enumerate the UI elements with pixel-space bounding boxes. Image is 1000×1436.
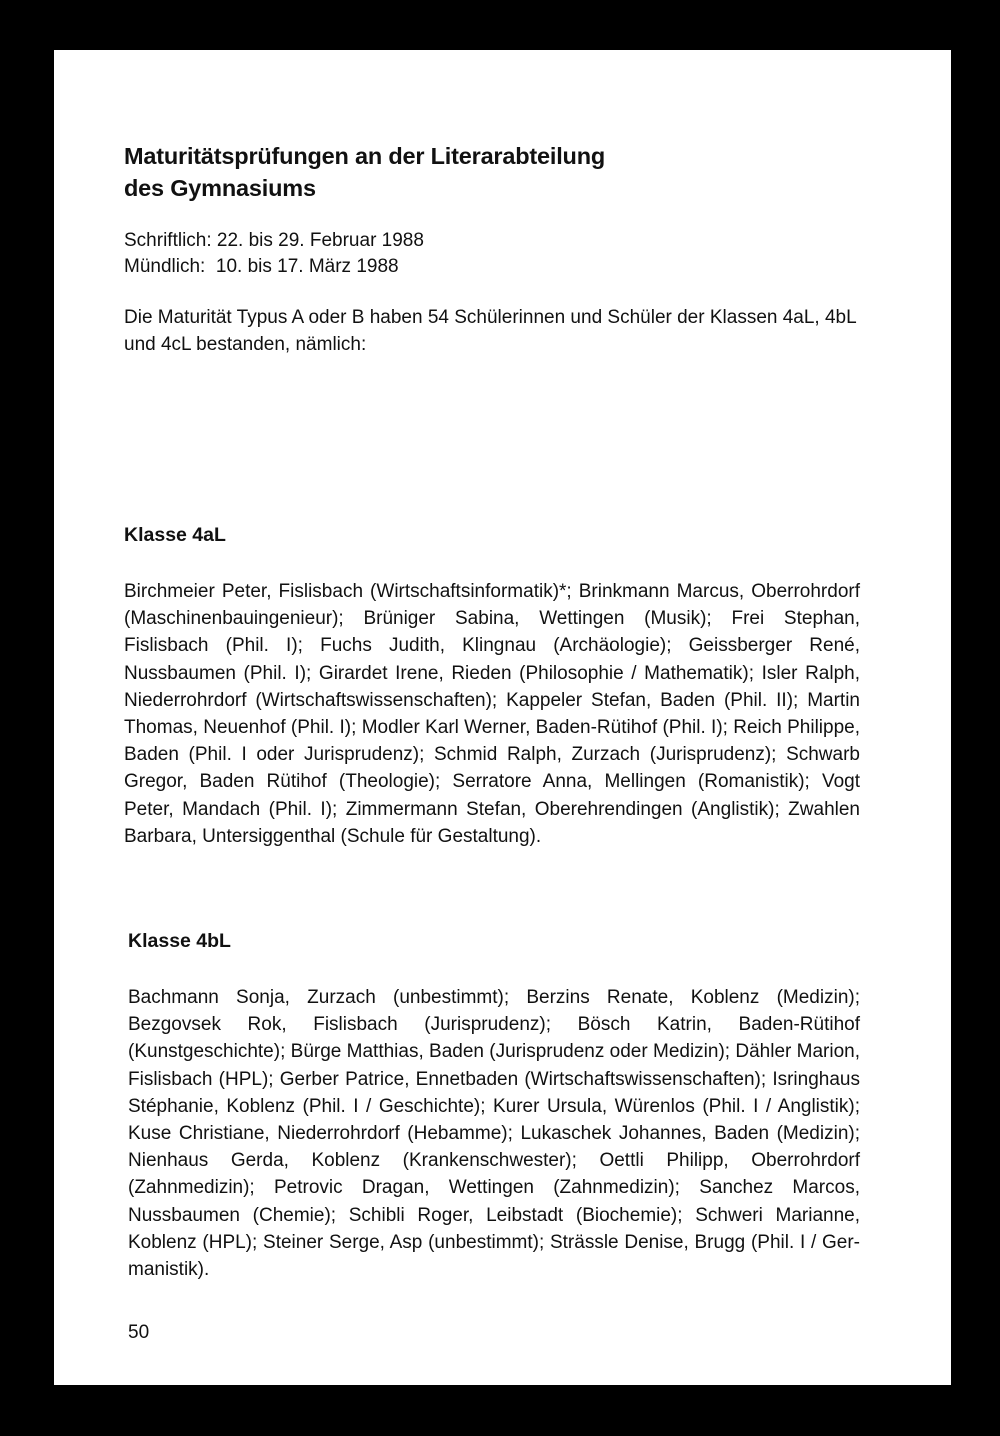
scan-border-bottom	[0, 1385, 1000, 1436]
exam-dates	[124, 228, 860, 280]
title-line-2: des Gymnasiums	[124, 175, 316, 201]
student-list: Birchmeier Peter, Fislisbach (Wirtschaftsinformatik)*; Brinkmann Marcus, Oberrohrdorf (Maschinenbauingenieur); Brüniger Sabina, Wettingen (Musik); Frei Stephan, Fislisbach (Phil. I); Fuchs Judith, Klingnau (Archäologie); Geissberger René, Nussbaumen (Phil. I); Girardet Irene, Rieden (Philosophie / Mathematik); Isler Ralph, Niederrohrdorf (Wirtschaftswissenschaften); Kappeler Stefan, Baden (Phil. II); Martin Thomas, Neuenhof (Phil. I); Modler Karl Werner, Baden-Rütihof (Phil. I); Reich Philippe, Baden (Phil. I oder Jurisprudenz); Schmid Ralph, Zurzach (Jurisprudenz); Schwarb Gregor, Baden Rütihof (Theologie); Serratore Anna, Mellingen (Romanistik); Vogt Peter, Mandach (Phil. I); Zimmermann Stefan, Oberehrendingen (Anglistik); Zwahlen Barbara, Untersiggenthal (Schule für Gestaltung).	[124, 581, 860, 847]
section-heading: Klasse 4bL	[128, 930, 231, 952]
student-list: Bachmann Sonja, Zurzach (unbestimmt); Berzins Renate, Koblenz (Medizin); Bezgovsek Rok, Fislisbach (Jurisprudenz); Bösch Katrin, Baden-Rütihof (Kunstgeschichte); Bürge Matthias, Baden (Jurisprudenz oder Medizin); Dähler Marion, Fislisbach (HPL); Gerber Patrice, Ennetbaden (Wirtschaftswissenschaften); Isringhaus Stéphanie, Koblenz (Phil. I / Geschichte); Kurer Ursula, Würenlos (Phil. I / Anglistik); Kuse Christiane, Niederrohrdorf (Hebamme); Lukaschek Johannes, Baden (Medizin); Nienhaus Gerda, Koblenz (Krankenschwester); Oettli Philipp, Oberrohrdorf (Zahnmedizin); Petrovic Dragan, Wettingen (Zahnmedizin); Sanchez Marcos, Nussbaumen (Chemie); Schibli Roger, Leibstadt (Biochemie); Schweri Marianne, Koblenz (HPL); Steiner Serge, Asp (unbestimmt); Strässle Denise, Brugg (Phil. I / Germanistik).	[128, 987, 860, 1281]
section-klasse-4bl	[128, 928, 860, 1302]
title-line-1: Maturitätsprüfungen an der Literarabteilung	[124, 143, 606, 169]
oral-exam-date: Mündlich: 10. bis 17. März 1988	[124, 256, 399, 277]
written-exam-date: Schriftlich: 22. bis 29. Februar 1988	[124, 230, 424, 251]
section-heading: Klasse 4aL	[124, 524, 226, 546]
page-title	[124, 140, 860, 204]
scan-border-left	[0, 0, 54, 1436]
scan-border-right	[951, 0, 1000, 1436]
section-klasse-4al	[124, 522, 860, 869]
page-content	[124, 140, 860, 1281]
scan-border-top	[0, 0, 1000, 50]
intro-paragraph: Die Maturität Typus A oder B haben 54 Schülerinnen und Schüler der Klassen 4aL, 4bL und 4cL bestanden, nämlich:	[124, 307, 856, 355]
page-number: 50	[128, 1322, 150, 1343]
